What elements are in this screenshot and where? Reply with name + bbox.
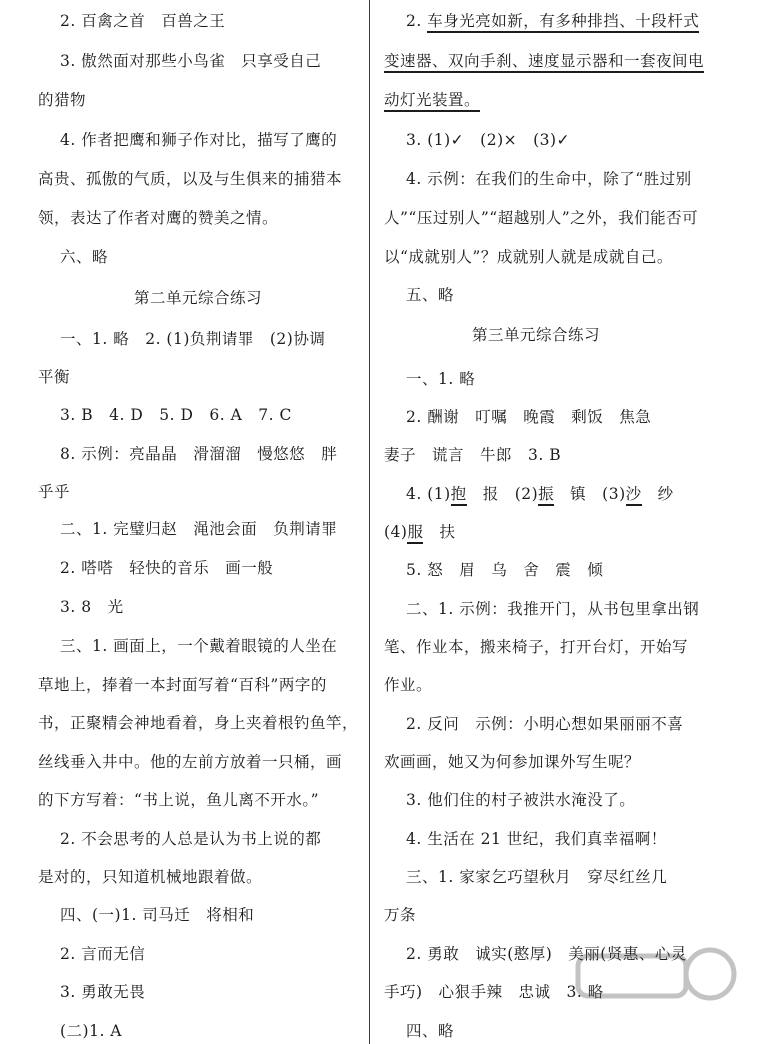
text-segment: (4) [384, 523, 408, 541]
text-line: 欢画画，她又为何参加课外写生呢？ [384, 753, 641, 771]
text-line: 一、1. 略 2. (1)负荆请罪 (2)协调 [60, 330, 326, 348]
text-line: 笔、作业本，搬来椅子，打开台灯，开始写 [384, 638, 689, 656]
text-line: 四、略 [406, 1022, 455, 1040]
underlined-text: 车身光亮如新，有多种排挡、十段杆式 [427, 12, 699, 33]
text-line: 4. 示例：在我们的生命中，除了“胜过别 [406, 170, 692, 188]
text-line [384, 89, 480, 111]
text-line [406, 10, 699, 32]
text-line: 2. 反问 示例：小明心想如果丽丽不喜 [406, 715, 684, 733]
text-line: 人”“压过别人”“超越别人”之外，我们能否可 [384, 209, 699, 227]
text-line: 2. 勇敢 诚实(憨厚) 美丽(贤惠、心灵 [406, 945, 687, 963]
text-segment: 4. (1) [406, 485, 451, 503]
text-line: 3. 8 光 [60, 598, 124, 616]
text-line: 3. B 4. D 5. D 6. A 7. C [60, 406, 292, 424]
text-line: 4. 生活在 21 世纪，我们真幸福啊！ [406, 830, 667, 848]
column-divider [369, 0, 370, 1044]
text-line [406, 483, 674, 505]
text-segment: 纱 [641, 485, 674, 503]
text-line: (二)1. A [60, 1022, 123, 1040]
text-line: 草地上，捧着一本封面写着“百科”两字的 [38, 676, 327, 694]
underlined-char: 沙 [626, 485, 642, 506]
text-segment: 镇 (3) [554, 485, 626, 503]
text-line: 二、1. 示例：我推开门，从书包里拿出钢 [406, 600, 700, 618]
text-line: 2. 酬谢 叮嘱 晚霞 剩饭 焦急 [406, 408, 652, 426]
text-line: 妻子 谎言 牛郎 3. B [384, 446, 562, 464]
text-line: 的下方写着：“书上说，鱼儿离不开水。” [38, 791, 320, 809]
text-segment: 2. [406, 12, 428, 30]
text-line [384, 521, 456, 543]
text-line: 二、1. 完璧归赵 渑池会面 负荆请罪 [60, 520, 338, 538]
text-line: 三、1. 画面上，一个戴着眼镜的人坐在 [60, 637, 338, 655]
text-line: 4. 作者把鹰和狮子作对比，描写了鹰的 [60, 131, 338, 149]
text-line: 四、(一)1. 司马迁 将相和 [60, 906, 255, 924]
text-line: 3. 勇敢无畏 [60, 983, 146, 1001]
text-line: 一、1. 略 [406, 370, 476, 388]
text-line: 作业。 [384, 676, 433, 694]
text-line: 手巧) 心狠手辣 忠诚 3. 略 [384, 983, 604, 1001]
text-line: 3. 他们住的村子被洪水淹没了。 [406, 791, 636, 809]
text-line: 领，表达了作者对鹰的赞美之情。 [38, 209, 279, 227]
underlined-char: 抱 [451, 485, 467, 506]
text-line: 是对的，只知道机械地跟着做。 [38, 868, 263, 886]
text-line: 三、1. 家家乞巧望秋月 穿尽红丝几 [406, 868, 668, 886]
underlined-text: 动灯光装置。 [384, 91, 480, 112]
underlined-text: 变速器、双向手刹、速度显示器和一套夜间电 [384, 52, 704, 73]
text-line: 高贵、孤傲的气质，以及与生俱来的捕猎本 [38, 170, 343, 188]
section-heading: 第二单元综合练习 [134, 289, 263, 307]
text-line: 3. (1)✓ (2)× (3)✓ [406, 131, 571, 149]
text-line: 2. 不会思考的人总是认为书上说的都 [60, 830, 322, 848]
text-line: 五、略 [406, 286, 455, 304]
text-line: 书，正聚精会神地看着，身上夹着根钓鱼竿， [38, 714, 359, 732]
watermark-logo [448, 940, 748, 1040]
section-heading: 第三单元综合练习 [472, 326, 601, 344]
text-line: 以“成就别人”？成就别人就是成就自己。 [384, 248, 673, 266]
text-line: 乎乎 [38, 483, 71, 501]
text-line [384, 50, 704, 72]
text-line: 丝线垂入井中。他的左前方放着一只桶，画 [38, 753, 343, 771]
text-line: 3. 傲然面对那些小鸟雀 只享受自己 [60, 52, 322, 70]
text-line: 2. 嗒嗒 轻快的音乐 画一般 [60, 559, 274, 577]
text-segment: 扶 [423, 523, 456, 541]
text-line: 平衡 [38, 368, 71, 386]
text-line: 5. 怒 眉 乌 舍 震 倾 [406, 561, 604, 579]
text-line: 8. 示例：亮晶晶 滑溜溜 慢悠悠 胖 [60, 445, 338, 463]
underlined-char: 服 [407, 523, 423, 544]
text-line: 2. 百禽之首 百兽之王 [60, 12, 226, 30]
text-segment: 报 (2) [466, 485, 539, 503]
text-line: 的猎物 [38, 91, 87, 109]
text-line: 六、略 [60, 248, 109, 266]
text-line: 万条 [384, 906, 417, 924]
text-line: 2. 言而无信 [60, 945, 146, 963]
underlined-char: 振 [538, 485, 554, 506]
